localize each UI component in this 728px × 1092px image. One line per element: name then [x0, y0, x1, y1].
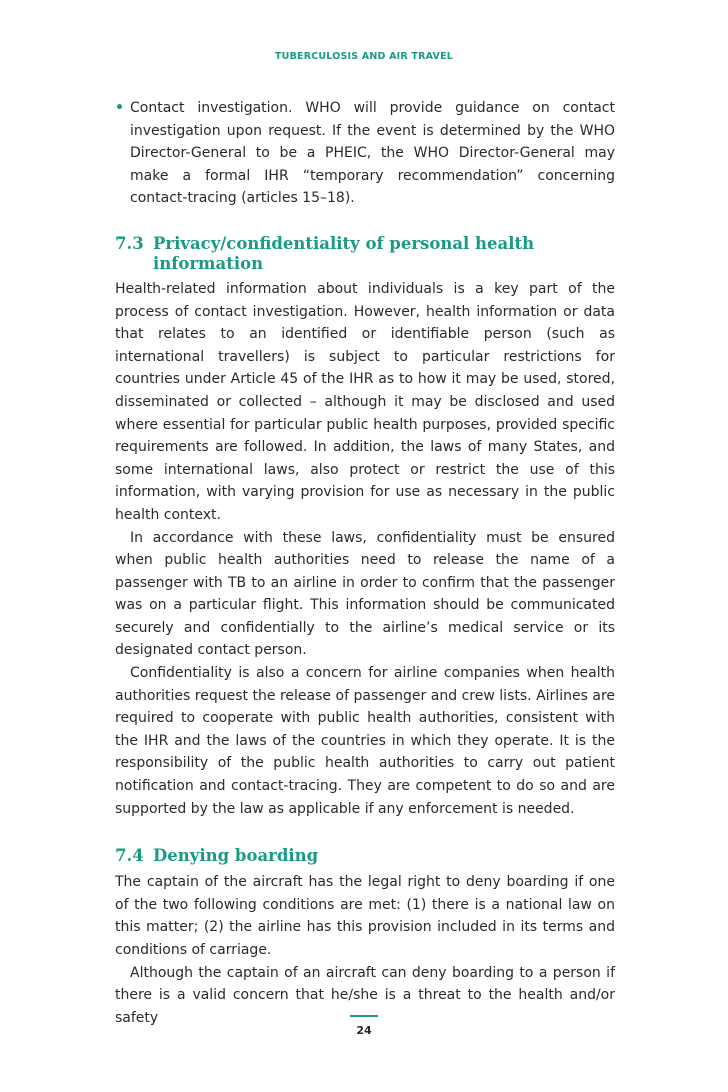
paragraph: Health-related information about individuals is a key part of the process of contact investigation. However, health information or data that relates to an identified or identifiable person (such as international travellers) is subject to particular restrictions for countries under Article 45 of the IHR as to how it may be used, stored, disseminated or collected – although it may be disclosed and used where essential for particular public health purposes, provided specific requirements are followed. In addition, the laws of many States, and some international laws, also protect or restrict the use of this information, with varying provision for use as necessary in the public health context. — [115, 280, 615, 523]
running-head: TUBERCULOSIS AND AIR TRAVEL — [274, 51, 454, 62]
page-number: 24 — [356, 1024, 372, 1037]
section-title: Denying boarding — [153, 846, 319, 866]
page-content — [115, 97, 615, 1029]
paragraph: Although the captain of an aircraft can deny boarding to a person if there is a valid concern that he/she is a threat to the health and/or safety — [115, 964, 615, 1026]
paragraph: The captain of the aircraft has the legal right to deny boarding if one of the two following conditions are met: (1) there is a national law on this matter; (2) the airline has this provision included in its terms and conditions of carriage. — [115, 874, 615, 958]
bullet-text: Contact investigation. WHO will provide guidance on contact investigation upon request. If the event is determined by the WHO Director-General to be a PHEIC, the WHO Director-General may make a formal IHR “temporary recommendation” concerning contact-tracing (articles 15–18). — [130, 100, 615, 207]
section-number: 7.4 — [115, 846, 144, 866]
paragraph: In accordance with these laws, confidentiality must be ensured when public health authorities need to release the name of a passenger with TB to an airline in order to confirm that the passenger was on a particular flight. This information should be communicated securely and confidentially to the airline’s medical service or its designated contact person. — [115, 529, 615, 659]
bullet-item-contact-investigation — [115, 97, 615, 210]
section-heading-7-3 — [115, 234, 615, 274]
section-heading-7-4 — [115, 846, 615, 866]
page-number-rule — [350, 1015, 378, 1017]
bullet-icon: • — [115, 100, 124, 116]
section-title: Privacy/confidentiality of personal health information — [153, 233, 535, 273]
paragraph: Confidentiality is also a concern for airline companies when health authorities request the release of passenger and crew lists. Airlines are required to cooperate with public health authorities, consistent with the IHR and the laws of the countries in which they operate. It is the responsibility of the public health authorities to carry out patient notification and contact-tracing. They are competent to do so and are supported by the law as applicable if any enforcement is needed. — [115, 665, 615, 817]
section-number: 7.3 — [115, 233, 144, 253]
